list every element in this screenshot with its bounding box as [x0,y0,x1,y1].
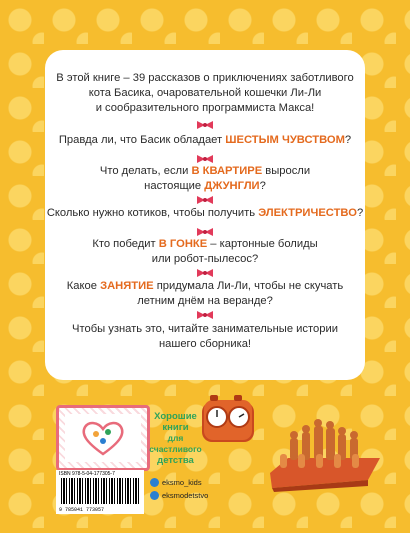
bow-icon [195,120,215,130]
paragraph-activity [45,279,365,309]
vk-link[interactable] [150,478,202,487]
good-books-slogan [148,411,203,466]
body-text: Сколько нужно котиков, чтобы получить [46,207,259,219]
highlight-text: ЗАНЯТИЕ [100,280,154,292]
paragraph-electricity [45,206,365,221]
vk-handle: eksmo_kids [162,478,202,487]
bow-icon [195,154,215,164]
barcode-number: 9 785041 773057 [59,507,105,513]
highlight-text: ШЕСТЫМ ЧУВСТВОМ [225,134,345,146]
bow-icon [195,268,215,278]
body-text: выросли [262,165,311,177]
body-text: кота Басика, очаровательной кошечки Ли-Ли [88,87,322,99]
highlight-text: В ГОНКЕ [158,238,208,250]
isbn-text: ISBN 978-5-04-177305-7 [59,471,115,477]
body-text: нашего сборника! [158,338,252,350]
paragraph-sixth-sense [45,133,365,148]
body-text: – картонные болиды [207,238,318,250]
telegram-icon [150,491,159,500]
paragraph-outro [45,322,365,352]
telegram-handle: eksmodetstvo [162,491,209,500]
slogan-line: книги [162,422,189,433]
body-text: В этой книге – 39 рассказов о приключениях заботливого [56,72,354,84]
highlight-text: ДЖУНГЛИ [204,180,260,192]
stamp-badge [56,405,150,471]
body-text: Какое [66,280,101,292]
body-text: или робот-пылесос? [151,253,259,265]
body-text: Что делать, если [99,165,192,177]
body-text: и сообразительного программиста Макса! [95,102,315,114]
bow-icon [195,310,215,320]
vk-icon [150,478,159,487]
paragraph-intro [45,71,365,116]
body-text: ? [356,207,364,219]
text-panel [45,50,365,380]
barcode-bars [61,478,139,504]
body-text: ? [259,180,266,192]
body-text: Кто победит [92,238,159,250]
body-text: Чтобы узнать это, читайте занимательные истории [72,323,338,335]
body-text: придумала Ли-Ли, чтобы не скучать [153,280,344,292]
heart-logo-icon [78,418,128,458]
chess-clock-illustration [198,392,258,452]
slogan-line: для счастливого [149,433,202,454]
paragraph-jungle [45,164,365,194]
body-text: ? [344,134,352,146]
body-text: Правда ли, что Басик обладает [58,134,226,146]
body-text: настоящие [144,180,205,192]
slogan-line: Хорошие [154,411,197,422]
chess-pieces-illustration [268,418,383,493]
telegram-link[interactable] [150,491,208,500]
slogan-line: детства [157,455,194,466]
barcode [56,470,144,514]
highlight-text: В КВАРТИРЕ [191,165,263,177]
paragraph-race [45,237,365,267]
bow-icon [195,227,215,237]
bow-icon [195,195,215,205]
highlight-text: ЭЛЕКТРИЧЕСТВО [258,207,357,219]
body-text: летним днём на веранде? [137,295,273,307]
